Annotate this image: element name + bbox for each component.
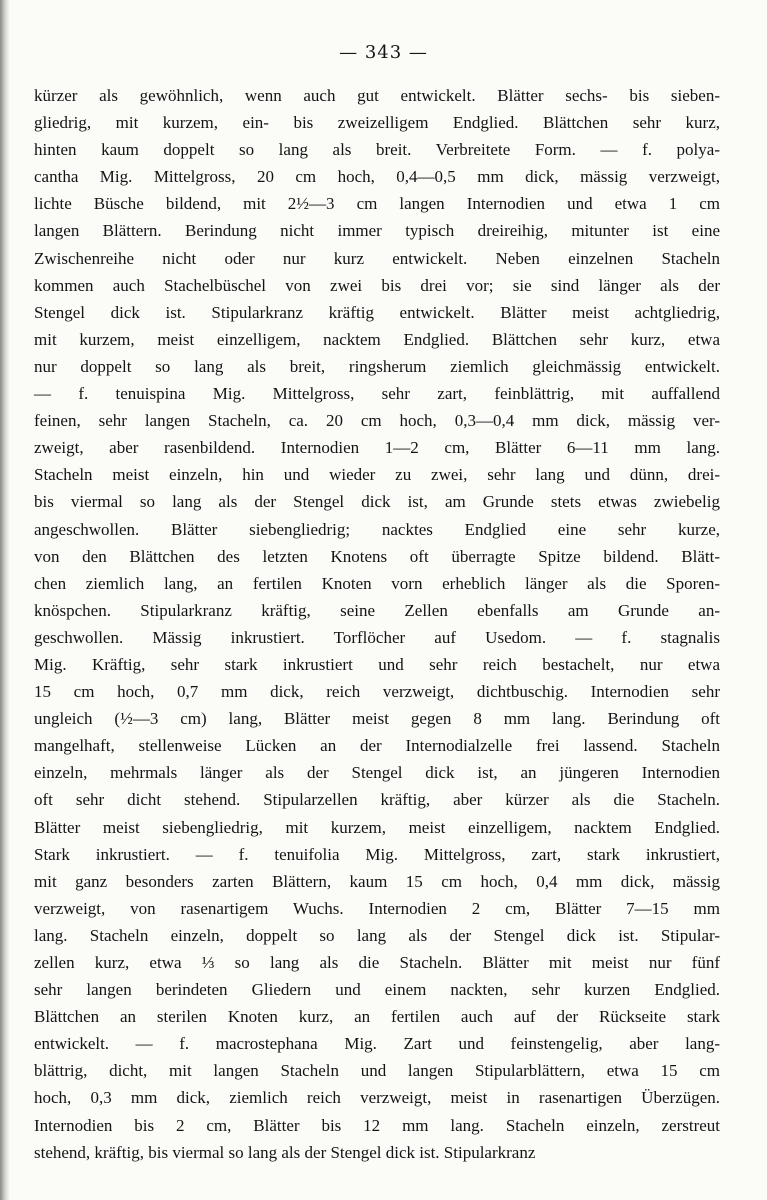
text-line: — f. tenuispina Mig. Mittelgross, sehr zart, feinblättrig, mit auffallend bbox=[34, 384, 720, 404]
body-text bbox=[34, 82, 720, 1166]
text-line: bis viermal so lang als der Stengel dick ist, am Grunde stets etwas zwiebelig bbox=[34, 492, 720, 512]
text-line: nur doppelt so lang als breit, ringsherum ziemlich gleichmässig entwickelt. bbox=[34, 356, 720, 376]
page-left-edge-shadow bbox=[0, 0, 10, 1200]
text-line: Zwischenreihe nicht oder nur kurz entwickelt. Neben einzelnen Stacheln bbox=[34, 248, 720, 268]
text-line: Stengel dick ist. Stipularkranz kräftig entwickelt. Blätter meist achtgliedrig, bbox=[34, 302, 720, 322]
text-line: kürzer als gewöhnlich, wenn auch gut entwickelt. Blätter sechs- bis sieben- bbox=[34, 86, 720, 105]
text-line: lichte Büsche bildend, mit 2½—3 cm langen Internodien und etwa 1 cm bbox=[34, 194, 720, 214]
text-line: angeschwollen. Blätter siebengliedrig; nacktes Endglied eine sehr kurze, bbox=[34, 519, 720, 539]
text-line: kommen auch Stachelbüschel von zwei bis drei vor; sie sind länger als der bbox=[34, 275, 720, 295]
text-line: Blätter meist siebengliedrig, mit kurzem, meist einzelligem, nacktem Endglied. bbox=[34, 817, 720, 837]
text-line: lang. Stacheln einzeln, doppelt so lang als der Stengel dick ist. Stipular- bbox=[34, 925, 720, 945]
text-line: 15 cm hoch, 0,7 mm dick, reich verzweigt, dichtbuschig. Internodien sehr bbox=[34, 682, 720, 702]
text-line: Stark inkrustiert. — f. tenuifolia Mig. Mittelgross, zart, stark inkrustiert, bbox=[34, 844, 720, 864]
text-line: Internodien bis 2 cm, Blätter bis 12 mm lang. Stacheln einzeln, zerstreut bbox=[34, 1115, 720, 1135]
text-line: gliedrig, mit kurzem, ein- bis zweizelligem Endglied. Blättchen sehr kurz, bbox=[34, 113, 720, 133]
text-line: sehr langen berindeten Gliedern und einem nackten, sehr kurzen Endglied. bbox=[34, 980, 720, 1000]
text-line: Stacheln meist einzeln, hin und wieder zu zwei, sehr lang und dünn, drei- bbox=[34, 465, 720, 485]
page-number: — 343 — bbox=[339, 42, 428, 63]
text-line: Mig. Kräftig, sehr stark inkrustiert und sehr reich bestachelt, nur etwa bbox=[34, 654, 720, 674]
text-line: verzweigt, von rasenartigem Wuchs. Internodien 2 cm, Blätter 7—15 mm bbox=[34, 898, 720, 918]
text-line: chen ziemlich lang, an fertilen Knoten vorn erheblich länger als die Sporen- bbox=[34, 573, 720, 593]
text-line: mit ganz besonders zarten Blättern, kaum 15 cm hoch, 0,4 mm dick, mässig bbox=[34, 871, 720, 891]
text-line: blättrig, dicht, mit langen Stacheln und langen Stipularblättern, etwa 15 cm bbox=[34, 1061, 720, 1081]
text-line: oft sehr dicht stehend. Stipularzellen kräftig, aber kürzer als die Stacheln. bbox=[34, 790, 720, 810]
text-line: zweigt, aber rasenbildend. Internodien 1—2 cm, Blätter 6—11 mm lang. bbox=[34, 438, 720, 458]
text-line: von den Blättchen des letzten Knotens oft überragte Spitze bildend. Blätt- bbox=[34, 546, 720, 566]
text-line: Blättchen an sterilen Knoten kurz, an fertilen auch auf der Rückseite stark bbox=[34, 1007, 720, 1027]
text-line: hoch, 0,3 mm dick, ziemlich reich verzweigt, meist in rasenartigen Überzügen. bbox=[34, 1088, 720, 1108]
text-line: einzeln, mehrmals länger als der Stengel dick ist, an jüngeren Internodien bbox=[34, 763, 720, 783]
text-line: langen Blättern. Berindung nicht immer typisch dreireihig, mitunter ist eine bbox=[34, 221, 720, 241]
text-line: cantha Mig. Mittelgross, 20 cm hoch, 0,4—0,5 mm dick, mässig verzweigt, bbox=[34, 167, 720, 187]
text-line: knöspchen. Stipularkranz kräftig, seine Zellen ebenfalls am Grunde an- bbox=[34, 600, 720, 620]
text-line: zellen kurz, etwa ⅓ so lang als die Stacheln. Blätter mit meist nur fünf bbox=[34, 953, 720, 972]
text-line: entwickelt. — f. macrostephana Mig. Zart und feinstengelig, aber lang- bbox=[34, 1034, 720, 1054]
text-line: geschwollen. Mässig inkrustiert. Torflöcher auf Usedom. — f. stagnalis bbox=[34, 627, 720, 647]
text-line: mangelhaft, stellenweise Lücken an der Internodialzelle frei lassend. Stacheln bbox=[34, 736, 720, 756]
text-line: mit kurzem, meist einzelligem, nacktem Endglied. Blättchen sehr kurz, etwa bbox=[34, 329, 720, 349]
text-line: stehend, kräftig, bis viermal so lang als der Stengel dick ist. Stipularkranz bbox=[34, 1142, 536, 1162]
text-line: feinen, sehr langen Stacheln, ca. 20 cm hoch, 0,3—0,4 mm dick, mässig ver- bbox=[34, 411, 720, 431]
text-line: hinten kaum doppelt so lang als breit. Verbreitete Form. — f. polya- bbox=[34, 140, 720, 160]
text-line: ungleich (½—3 cm) lang, Blätter meist gegen 8 mm lang. Berindung oft bbox=[34, 709, 720, 729]
